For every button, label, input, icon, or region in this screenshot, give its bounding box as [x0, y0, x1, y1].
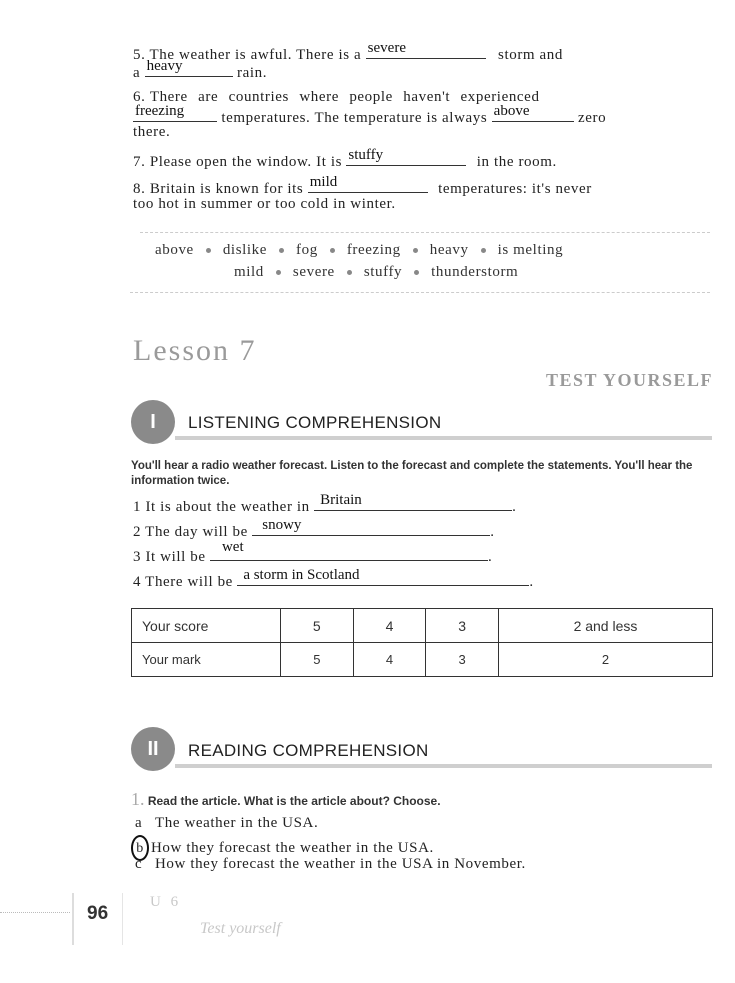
lesson-subtitle: TEST YOURSELF: [545, 370, 713, 390]
section-heading: READING COMPREHENSION: [188, 741, 429, 760]
answer-blank[interactable]: [308, 174, 428, 193]
item-text: temperatures: it's never: [438, 181, 592, 197]
item-text: a: [133, 65, 141, 81]
bullet-icon: [330, 248, 335, 253]
handwritten-answer: above: [493, 103, 530, 119]
answer-blank[interactable]: [346, 147, 466, 166]
item-text: The weather is awful. There is a: [149, 47, 362, 63]
bullet-icon: [481, 248, 486, 253]
table-cell: Your mark: [132, 643, 281, 677]
handwritten-answer: wet: [221, 539, 244, 555]
exercise-item-7: [133, 147, 557, 171]
item-text: 4 There will be: [133, 574, 233, 590]
listening-item-4: [133, 567, 534, 591]
option-letter: a: [135, 815, 143, 831]
bullet-icon: [279, 248, 284, 253]
option-letter: c: [135, 856, 143, 872]
word-bank-row2: [234, 264, 518, 281]
exercise-item-5-line2: [133, 58, 268, 82]
item-text: rain.: [236, 65, 268, 81]
listening-item-2: [133, 517, 495, 541]
answer-blank[interactable]: [492, 103, 574, 122]
answer-blank[interactable]: [210, 539, 488, 561]
task-number: 1.: [131, 789, 145, 809]
item-number: 5.: [133, 47, 146, 63]
answer-blank[interactable]: [237, 567, 529, 586]
table-row: [132, 643, 713, 677]
item-text: 2 The day will be: [133, 524, 248, 540]
task-text: Read the article. What is the article about? Choose.: [147, 794, 441, 808]
handwritten-answer: mild: [309, 174, 338, 190]
item-text: zero: [578, 110, 607, 126]
exercise-item-8-line1: [133, 174, 592, 198]
word-bank-word: freezing: [346, 242, 401, 258]
table-cell: 2: [498, 643, 712, 677]
selected-option-circle: b: [131, 835, 149, 861]
exercise-item-6-line3: there.: [133, 124, 171, 140]
handwritten-answer: stuffy: [348, 147, 384, 163]
answer-blank[interactable]: [252, 517, 490, 536]
exercise-item-8-line2: too hot in summer or too cold in winter.: [133, 196, 396, 212]
item-number: 8.: [133, 181, 146, 197]
answer-blank[interactable]: [314, 492, 512, 511]
table-cell: 3: [426, 643, 499, 677]
handwritten-answer: heavy: [146, 58, 183, 74]
handwritten-answer: Britain: [320, 492, 362, 508]
item-number: 6.: [133, 89, 146, 105]
section-divider: [175, 764, 712, 768]
word-bank-word: severe: [292, 264, 335, 280]
table-cell: Your score: [132, 609, 281, 643]
item-text: in the room.: [476, 154, 557, 170]
item-text: temperatures. The temperature is always: [221, 110, 488, 126]
handwritten-answer: snowy: [262, 517, 302, 533]
handwritten-answer: severe: [367, 40, 406, 56]
option-text: How they forecast the weather in the USA in November.: [155, 856, 526, 872]
word-bank-word: stuffy: [363, 264, 403, 280]
item-text: Please open the window. It is: [149, 154, 343, 170]
listening-item-3: [133, 539, 493, 566]
table-cell: 3: [426, 609, 499, 643]
item-text: 1 It is about the weather in: [133, 499, 310, 515]
exercise-item-6-line2: [133, 103, 607, 127]
word-bank-top-border: [140, 232, 710, 233]
bullet-icon: [347, 270, 352, 275]
word-bank-row1: [155, 242, 563, 259]
exercise-item-6-line1: [133, 89, 540, 106]
word-bank-word: fog: [296, 242, 318, 258]
table-cell: 4: [353, 609, 426, 643]
option-a[interactable]: [135, 815, 318, 832]
section-badge: II: [131, 727, 175, 771]
table-cell: 5: [281, 643, 354, 677]
page-number: 96: [87, 903, 109, 924]
section-instructions: You'll hear a radio weather forecast. Listen to the forecast and complete the statements. You'll hear the information twice.: [131, 460, 693, 487]
handwritten-answer: a storm in Scotland: [243, 567, 360, 583]
word-bank-bottom-border: [130, 292, 710, 293]
footer-rule: [0, 912, 70, 913]
answer-blank[interactable]: [145, 58, 233, 77]
item-end: .: [490, 524, 495, 540]
item-text: There are countries where people haven't experienced: [149, 89, 540, 105]
exercise-item-5-line1: [133, 40, 564, 64]
option-text: How they forecast the weather in the USA.: [151, 840, 434, 856]
table-row: [132, 609, 713, 643]
footer-unit: U 6: [150, 894, 182, 910]
table-cell: 5: [281, 609, 354, 643]
bullet-icon: [413, 248, 418, 253]
word-bank-word: thunderstorm: [431, 264, 519, 280]
item-number: 7.: [133, 154, 146, 170]
item-text: storm and: [498, 47, 564, 63]
item-end: .: [487, 549, 493, 565]
table-cell: 2 and less: [498, 609, 712, 643]
item-text: Britain is known for its: [149, 181, 304, 197]
item-end: .: [512, 499, 517, 515]
handwritten-answer: freezing: [135, 103, 185, 119]
lesson-title: Lesson 7: [133, 334, 257, 367]
answer-blank[interactable]: [133, 103, 217, 122]
word-bank-word: is melting: [497, 242, 564, 258]
word-bank-word: heavy: [429, 242, 469, 258]
answer-blank[interactable]: [366, 40, 486, 59]
item-end: .: [529, 574, 534, 590]
section-badge: I: [131, 400, 175, 444]
word-bank-word: dislike: [222, 242, 268, 258]
word-bank-word: above: [155, 242, 194, 258]
option-text: The weather in the USA.: [155, 815, 319, 831]
section-heading: LISTENING COMPREHENSION: [188, 413, 442, 432]
bullet-icon: [276, 270, 281, 275]
score-table: [131, 608, 713, 677]
section-divider: [175, 436, 712, 440]
bullet-icon: [206, 248, 211, 253]
reading-task: [131, 789, 441, 810]
table-cell: 4: [353, 643, 426, 677]
footer-label: Test yourself: [200, 920, 281, 937]
bullet-icon: [414, 270, 419, 275]
item-text: 3 It will be: [133, 549, 206, 565]
word-bank-word: mild: [234, 264, 264, 280]
option-c[interactable]: [135, 856, 526, 873]
listening-item-1: [133, 492, 517, 516]
